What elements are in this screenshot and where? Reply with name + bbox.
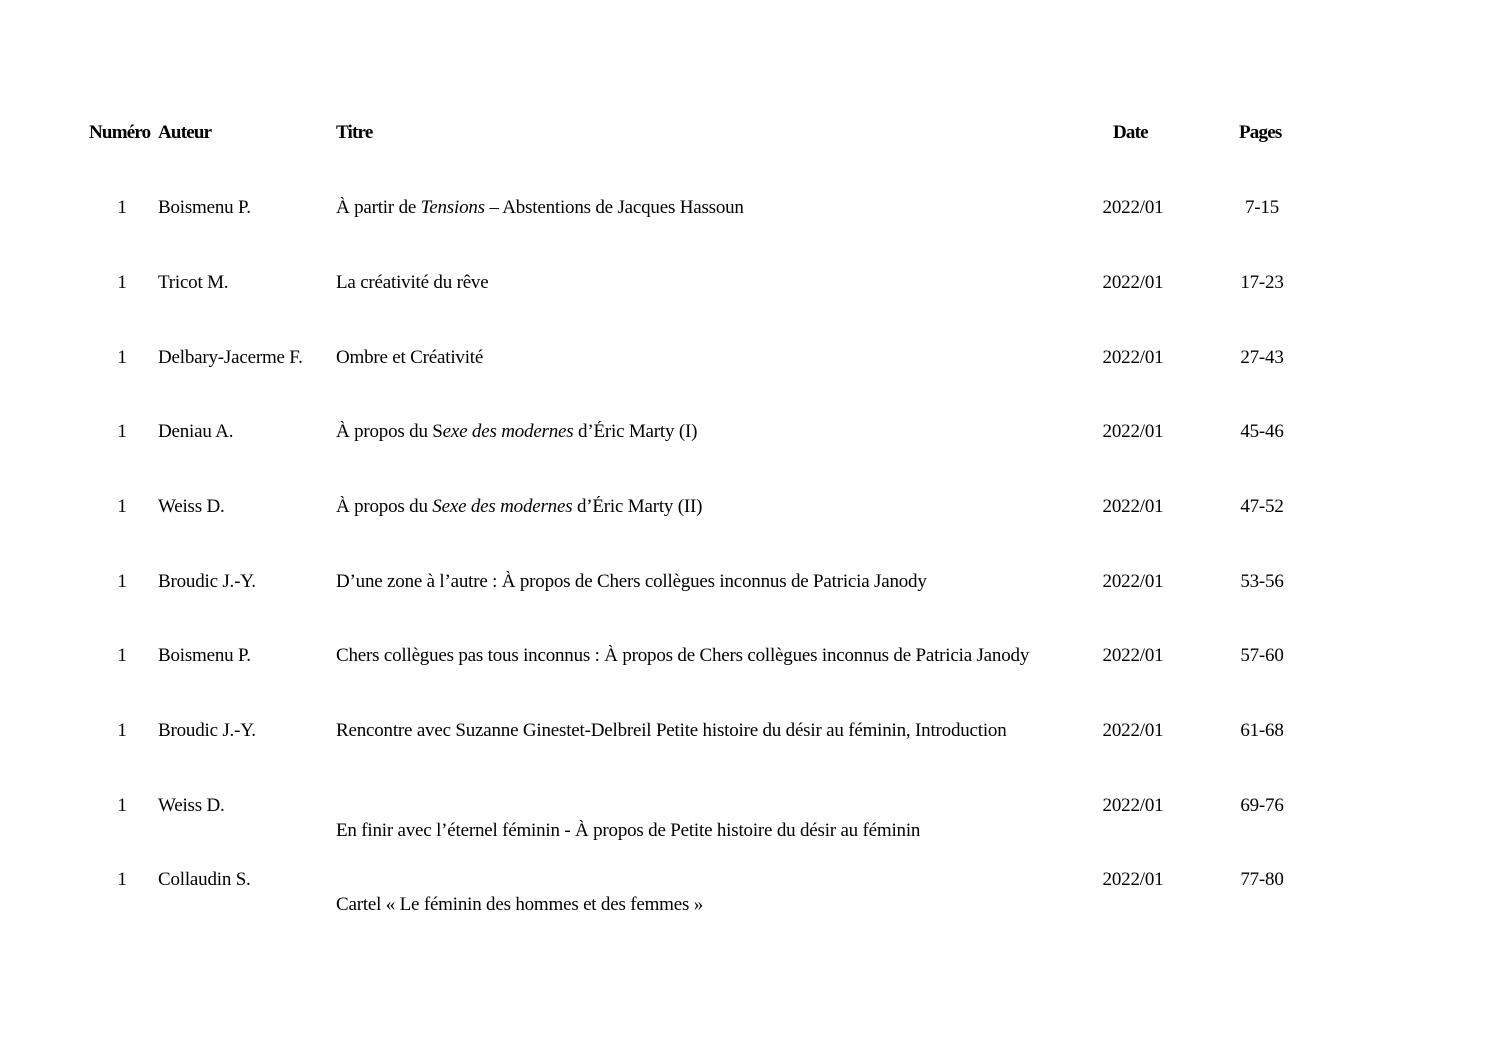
titre-italic: Sexe des modernes (432, 496, 573, 517)
row-numero: 1 (117, 421, 127, 442)
row-auteur: Broudic J.-Y. (158, 571, 256, 592)
header-auteur: Auteur (158, 122, 212, 143)
row-titre: Chers collègues pas tous inconnus : À propos de Chers collègues inconnus de Patricia Janody (336, 645, 1030, 666)
row-auteur: Broudic J.-Y. (158, 720, 256, 741)
row-date: 2022/01 (1102, 197, 1164, 218)
titre-part: À propos du S (336, 421, 443, 442)
header-numero: Numéro (89, 122, 151, 143)
row-auteur: Collaudin S. (158, 869, 251, 890)
titre-italic: exe des modernes (442, 421, 574, 442)
row-numero: 1 (117, 197, 127, 218)
row-numero: 1 (117, 720, 127, 741)
row-pages: 7-15 (1244, 197, 1280, 218)
row-date: 2022/01 (1102, 272, 1164, 293)
row-numero: 1 (117, 496, 127, 517)
titre-part: d’Éric Marty (II) (572, 496, 703, 517)
header-titre: Titre (336, 122, 373, 143)
row-titre: D’une zone à l’autre : À propos de Chers collègues inconnus de Patricia Janody (336, 571, 927, 592)
row-date: 2022/01 (1102, 496, 1164, 517)
row-date: 2022/01 (1102, 571, 1164, 592)
row-titre (336, 496, 1072, 518)
row-date: 2022/01 (1102, 795, 1164, 816)
row-date: 2022/01 (1102, 720, 1164, 741)
row-auteur: Weiss D. (158, 795, 225, 816)
row-pages: 45-46 (1240, 421, 1284, 442)
titre-italic: Tensions (420, 197, 485, 218)
row-pages: 61-68 (1240, 720, 1284, 741)
row-numero: 1 (117, 272, 127, 293)
row-date: 2022/01 (1102, 645, 1164, 666)
row-titre (336, 421, 1072, 443)
row-auteur: Tricot M. (158, 272, 229, 293)
row-date: 2022/01 (1102, 347, 1164, 368)
titre-part: d’Éric Marty (I) (573, 421, 698, 442)
row-titre (336, 197, 1072, 219)
row-pages: 69-76 (1240, 795, 1284, 816)
row-auteur: Boismenu P. (158, 197, 251, 218)
header-date: Date (1113, 122, 1148, 143)
row-pages: 47-52 (1240, 496, 1284, 517)
titre-part: – Abstentions de Jacques Hassoun (484, 197, 744, 218)
row-numero: 1 (117, 795, 127, 816)
row-auteur: Delbary-Jacerme F. (158, 347, 303, 368)
row-pages: 57-60 (1240, 645, 1284, 666)
row-titre: Rencontre avec Suzanne Ginestet-Delbreil Petite histoire du désir au féminin, Introduction (336, 720, 1007, 741)
row-date: 2022/01 (1102, 869, 1164, 890)
row-numero: 1 (117, 571, 127, 592)
row-numero: 1 (117, 347, 127, 368)
titre-part: À partir de (336, 197, 421, 218)
row-titre: La créativité du rêve (336, 272, 489, 293)
row-auteur: Weiss D. (158, 496, 225, 517)
header-pages: Pages (1239, 122, 1282, 143)
row-pages: 17-23 (1240, 272, 1284, 293)
row-titre: En finir avec l’éternel féminin - À propos de Petite histoire du désir au féminin (336, 820, 921, 841)
row-pages: 77-80 (1240, 869, 1284, 890)
row-titre: Ombre et Créativité (336, 347, 484, 368)
row-auteur: Deniau A. (158, 421, 234, 442)
row-date: 2022/01 (1102, 421, 1164, 442)
row-numero: 1 (117, 869, 127, 890)
titre-part: À propos du (336, 496, 433, 517)
row-titre: Cartel « Le féminin des hommes et des femmes » (336, 894, 704, 915)
row-pages: 53-56 (1240, 571, 1284, 592)
row-numero: 1 (117, 645, 127, 666)
row-auteur: Boismenu P. (158, 645, 251, 666)
row-pages: 27-43 (1240, 347, 1284, 368)
